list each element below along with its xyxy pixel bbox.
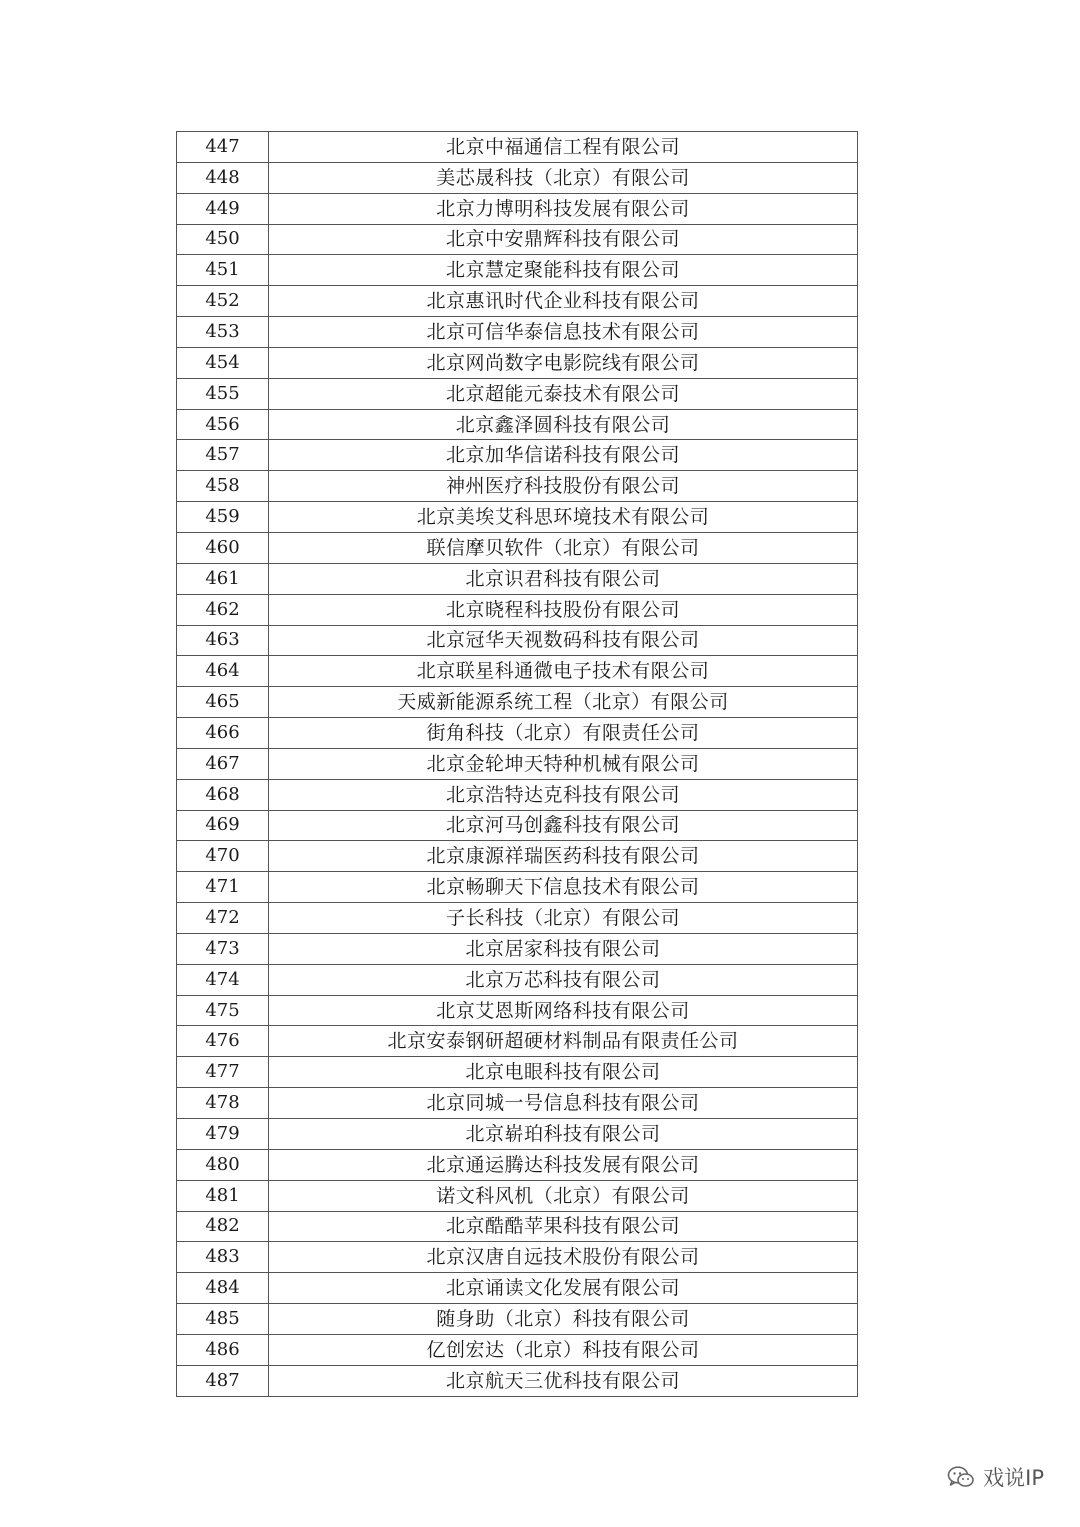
company-name: 北京冠华天视数码科技有限公司: [269, 625, 858, 656]
table-row: [177, 1273, 858, 1304]
table-row: [177, 1365, 858, 1396]
table-row: [177, 687, 858, 718]
row-number: 470: [177, 841, 269, 872]
row-number: 466: [177, 718, 269, 749]
company-name: 诺文科风机（北京）有限公司: [269, 1180, 858, 1211]
company-name: 北京中福通信工程有限公司: [269, 132, 858, 163]
table-row: [177, 378, 858, 409]
table-row: [177, 224, 858, 255]
row-number: 468: [177, 779, 269, 810]
company-name: 北京康源祥瑞医药科技有限公司: [269, 841, 858, 872]
company-name: 北京万芯科技有限公司: [269, 964, 858, 995]
table-row: [177, 1242, 858, 1273]
row-number: 467: [177, 748, 269, 779]
row-number: 453: [177, 317, 269, 348]
row-number: 462: [177, 594, 269, 625]
company-name: 北京晓程科技股份有限公司: [269, 594, 858, 625]
table-row: [177, 933, 858, 964]
company-name: 北京美埃艾科思环境技术有限公司: [269, 502, 858, 533]
company-name: 北京同城一号信息科技有限公司: [269, 1088, 858, 1119]
company-name: 天威新能源系统工程（北京）有限公司: [269, 687, 858, 718]
table-row: [177, 656, 858, 687]
row-number: 484: [177, 1273, 269, 1304]
table-row: [177, 193, 858, 224]
table-row: [177, 718, 858, 749]
row-number: 481: [177, 1180, 269, 1211]
row-number: 480: [177, 1149, 269, 1180]
row-number: 486: [177, 1334, 269, 1365]
row-number: 464: [177, 656, 269, 687]
company-name: 街角科技（北京）有限责任公司: [269, 718, 858, 749]
row-number: 487: [177, 1365, 269, 1396]
table-row: [177, 903, 858, 934]
row-number: 474: [177, 964, 269, 995]
row-number: 451: [177, 255, 269, 286]
table-row: [177, 1180, 858, 1211]
table-row: [177, 286, 858, 317]
row-number: 449: [177, 193, 269, 224]
wechat-icon: [947, 1465, 975, 1489]
table-row: [177, 409, 858, 440]
table-row: [177, 1057, 858, 1088]
table-row: [177, 1149, 858, 1180]
company-name: 北京惠讯时代企业科技有限公司: [269, 286, 858, 317]
company-name: 北京识君科技有限公司: [269, 563, 858, 594]
company-name: 北京力博明科技发展有限公司: [269, 193, 858, 224]
row-number: 455: [177, 378, 269, 409]
company-name: 北京加华信诺科技有限公司: [269, 440, 858, 471]
row-number: 447: [177, 132, 269, 163]
company-name: 北京电眼科技有限公司: [269, 1057, 858, 1088]
row-number: 450: [177, 224, 269, 255]
row-number: 476: [177, 1026, 269, 1057]
table-row: [177, 594, 858, 625]
table-row: [177, 471, 858, 502]
table-row: [177, 964, 858, 995]
company-name: 北京畅聊天下信息技术有限公司: [269, 872, 858, 903]
company-name: 北京通运腾达科技发展有限公司: [269, 1149, 858, 1180]
company-name: 北京可信华泰信息技术有限公司: [269, 317, 858, 348]
table-row: [177, 872, 858, 903]
company-name: 北京网尚数字电影院线有限公司: [269, 347, 858, 378]
row-number: 463: [177, 625, 269, 656]
company-name: 北京诵读文化发展有限公司: [269, 1273, 858, 1304]
row-number: 478: [177, 1088, 269, 1119]
company-name: 子长科技（北京）有限公司: [269, 903, 858, 934]
table-row: [177, 132, 858, 163]
row-number: 460: [177, 532, 269, 563]
row-number: 473: [177, 933, 269, 964]
table-row: [177, 1119, 858, 1150]
company-name: 随身助（北京）科技有限公司: [269, 1304, 858, 1335]
table-row: [177, 347, 858, 378]
company-name: 北京河马创鑫科技有限公司: [269, 810, 858, 841]
row-number: 456: [177, 409, 269, 440]
table-row: [177, 995, 858, 1026]
table-row: [177, 162, 858, 193]
table-row: [177, 841, 858, 872]
company-name: 美芯晟科技（北京）有限公司: [269, 162, 858, 193]
company-name: 神州医疗科技股份有限公司: [269, 471, 858, 502]
table-row: [177, 625, 858, 656]
company-name: 北京汉唐自远技术股份有限公司: [269, 1242, 858, 1273]
company-name: 北京居家科技有限公司: [269, 933, 858, 964]
company-list-body: [177, 132, 858, 1397]
company-list-table: [176, 131, 858, 1397]
row-number: 459: [177, 502, 269, 533]
row-number: 485: [177, 1304, 269, 1335]
row-number: 454: [177, 347, 269, 378]
table-row: [177, 255, 858, 286]
row-number: 471: [177, 872, 269, 903]
company-name: 北京联星科通微电子技术有限公司: [269, 656, 858, 687]
row-number: 469: [177, 810, 269, 841]
company-name: 北京艾恩斯网络科技有限公司: [269, 995, 858, 1026]
row-number: 465: [177, 687, 269, 718]
company-name: 北京中安鼎辉科技有限公司: [269, 224, 858, 255]
row-number: 479: [177, 1119, 269, 1150]
table-row: [177, 810, 858, 841]
row-number: 472: [177, 903, 269, 934]
row-number: 475: [177, 995, 269, 1026]
row-number: 483: [177, 1242, 269, 1273]
company-name: 联信摩贝软件（北京）有限公司: [269, 532, 858, 563]
table-row: [177, 563, 858, 594]
company-name: 亿创宏达（北京）科技有限公司: [269, 1334, 858, 1365]
company-name: 北京航天三优科技有限公司: [269, 1365, 858, 1396]
row-number: 457: [177, 440, 269, 471]
company-name: 北京慧定聚能科技有限公司: [269, 255, 858, 286]
row-number: 452: [177, 286, 269, 317]
company-name: 北京超能元泰技术有限公司: [269, 378, 858, 409]
table-row: [177, 440, 858, 471]
row-number: 458: [177, 471, 269, 502]
company-name: 北京安泰钢研超硬材料制品有限责任公司: [269, 1026, 858, 1057]
table-row: [177, 502, 858, 533]
table-row: [177, 1026, 858, 1057]
company-name: 北京崭珀科技有限公司: [269, 1119, 858, 1150]
table-row: [177, 779, 858, 810]
row-number: 482: [177, 1211, 269, 1242]
row-number: 461: [177, 563, 269, 594]
watermark-text: 戏说IP: [983, 1466, 1044, 1490]
wechat-watermark: [947, 1462, 1044, 1492]
table-row: [177, 1334, 858, 1365]
row-number: 477: [177, 1057, 269, 1088]
table-row: [177, 1088, 858, 1119]
table-row: [177, 317, 858, 348]
row-number: 448: [177, 162, 269, 193]
company-name: 北京酷酷苹果科技有限公司: [269, 1211, 858, 1242]
company-name: 北京金轮坤天特种机械有限公司: [269, 748, 858, 779]
company-name: 北京浩特达克科技有限公司: [269, 779, 858, 810]
table-row: [177, 1211, 858, 1242]
table-row: [177, 1304, 858, 1335]
company-name: 北京鑫泽圆科技有限公司: [269, 409, 858, 440]
table-row: [177, 748, 858, 779]
table-row: [177, 532, 858, 563]
